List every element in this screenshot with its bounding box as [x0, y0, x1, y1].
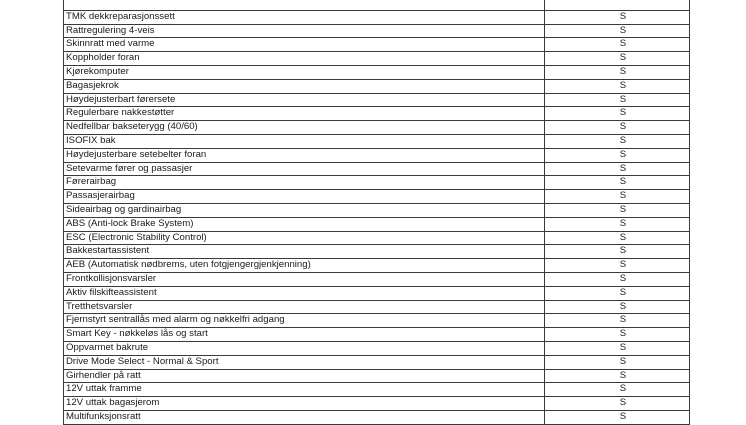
- table-row: [64, 314, 690, 328]
- feature-cell: TMK dekkreparasjonssett: [64, 10, 545, 24]
- feature-cell: Regulerbare nakkestøtter: [64, 107, 545, 121]
- feature-cell: 12V uttak framme: [64, 383, 545, 397]
- table-row: [64, 148, 690, 162]
- table-row: [64, 272, 690, 286]
- standard-cell: S: [545, 341, 690, 355]
- table-row: [64, 107, 690, 121]
- table-row: [64, 24, 690, 38]
- table-row: [64, 217, 690, 231]
- standard-cell: S: [545, 79, 690, 93]
- feature-cell: Fjernstyrt sentrallås med alarm og nøkkelfri adgang: [64, 314, 545, 328]
- table-row: [64, 162, 690, 176]
- feature-cell: Rattregulering 4-veis: [64, 24, 545, 38]
- feature-cell: Passasjerairbag: [64, 190, 545, 204]
- feature-cell: Drive Mode Select - Normal & Sport: [64, 355, 545, 369]
- feature-cell: Smart Key - nøkkeløs lås og start: [64, 328, 545, 342]
- table-row: [64, 203, 690, 217]
- standard-cell: S: [545, 176, 690, 190]
- equipment-table: [63, 0, 690, 425]
- feature-cell: Girhendler på ratt: [64, 369, 545, 383]
- table-row: [64, 397, 690, 411]
- standard-cell: S: [545, 24, 690, 38]
- standard-cell: S: [545, 190, 690, 204]
- feature-cell: 12V uttak bagasjerom: [64, 397, 545, 411]
- standard-cell: S: [545, 355, 690, 369]
- standard-cell: S: [545, 107, 690, 121]
- feature-cell: Multifunksjonsratt: [64, 410, 545, 424]
- standard-cell: S: [545, 383, 690, 397]
- table-row: [64, 121, 690, 135]
- table-row: [64, 410, 690, 424]
- table-row: [64, 286, 690, 300]
- feature-cell: Høydejusterbart førersete: [64, 93, 545, 107]
- feature-cell: Bagasjekrok: [64, 79, 545, 93]
- equipment-table-body: [64, 0, 690, 424]
- table-row: [64, 176, 690, 190]
- standard-cell: S: [545, 162, 690, 176]
- table-row: [64, 341, 690, 355]
- standard-cell: S: [545, 410, 690, 424]
- feature-cell: Frontkollisjonsvarsler: [64, 272, 545, 286]
- table-row: [64, 328, 690, 342]
- standard-cell: S: [545, 245, 690, 259]
- standard-cell: S: [545, 397, 690, 411]
- standard-cell: S: [545, 203, 690, 217]
- standard-cell: S: [545, 286, 690, 300]
- feature-cell: [64, 0, 545, 10]
- feature-cell: Tretthetsvarsler: [64, 300, 545, 314]
- standard-cell: S: [545, 259, 690, 273]
- table-row: [64, 190, 690, 204]
- feature-cell: ISOFIX bak: [64, 134, 545, 148]
- feature-cell: Førerairbag: [64, 176, 545, 190]
- feature-cell: Setevarme fører og passasjer: [64, 162, 545, 176]
- standard-cell: S: [545, 369, 690, 383]
- table-row: [64, 300, 690, 314]
- feature-cell: ABS (Anti-lock Brake System): [64, 217, 545, 231]
- table-row: [64, 38, 690, 52]
- standard-cell: S: [545, 217, 690, 231]
- standard-cell: S: [545, 52, 690, 66]
- standard-cell: S: [545, 300, 690, 314]
- feature-cell: Kjørekomputer: [64, 65, 545, 79]
- table-row: [64, 369, 690, 383]
- table-row: [64, 134, 690, 148]
- table-row: [64, 259, 690, 273]
- standard-cell: [545, 0, 690, 10]
- standard-cell: S: [545, 272, 690, 286]
- table-row: [64, 245, 690, 259]
- standard-cell: S: [545, 328, 690, 342]
- standard-cell: S: [545, 65, 690, 79]
- feature-cell: Oppvarmet bakrute: [64, 341, 545, 355]
- feature-cell: ESC (Electronic Stability Control): [64, 231, 545, 245]
- table-row: [64, 10, 690, 24]
- equipment-sheet: [63, 0, 690, 425]
- table-row: [64, 355, 690, 369]
- standard-cell: S: [545, 93, 690, 107]
- table-row: [64, 65, 690, 79]
- standard-cell: S: [545, 10, 690, 24]
- table-row: [64, 231, 690, 245]
- feature-cell: Skinnratt med varme: [64, 38, 545, 52]
- feature-cell: Sideairbag og gardinairbag: [64, 203, 545, 217]
- table-row: [64, 79, 690, 93]
- table-row: [64, 383, 690, 397]
- standard-cell: S: [545, 231, 690, 245]
- table-row: [64, 52, 690, 66]
- table-row: [64, 93, 690, 107]
- feature-cell: Bakkestartassistent: [64, 245, 545, 259]
- feature-cell: Høydejusterbare setebelter foran: [64, 148, 545, 162]
- standard-cell: S: [545, 134, 690, 148]
- standard-cell: S: [545, 148, 690, 162]
- table-row: [64, 0, 690, 10]
- feature-cell: AEB (Automatisk nødbrems, uten fotgjengergjenkjenning): [64, 259, 545, 273]
- feature-cell: Nedfellbar bakseterygg (40/60): [64, 121, 545, 135]
- standard-cell: S: [545, 38, 690, 52]
- feature-cell: Aktiv filskifteassistent: [64, 286, 545, 300]
- standard-cell: S: [545, 121, 690, 135]
- feature-cell: Koppholder foran: [64, 52, 545, 66]
- standard-cell: S: [545, 314, 690, 328]
